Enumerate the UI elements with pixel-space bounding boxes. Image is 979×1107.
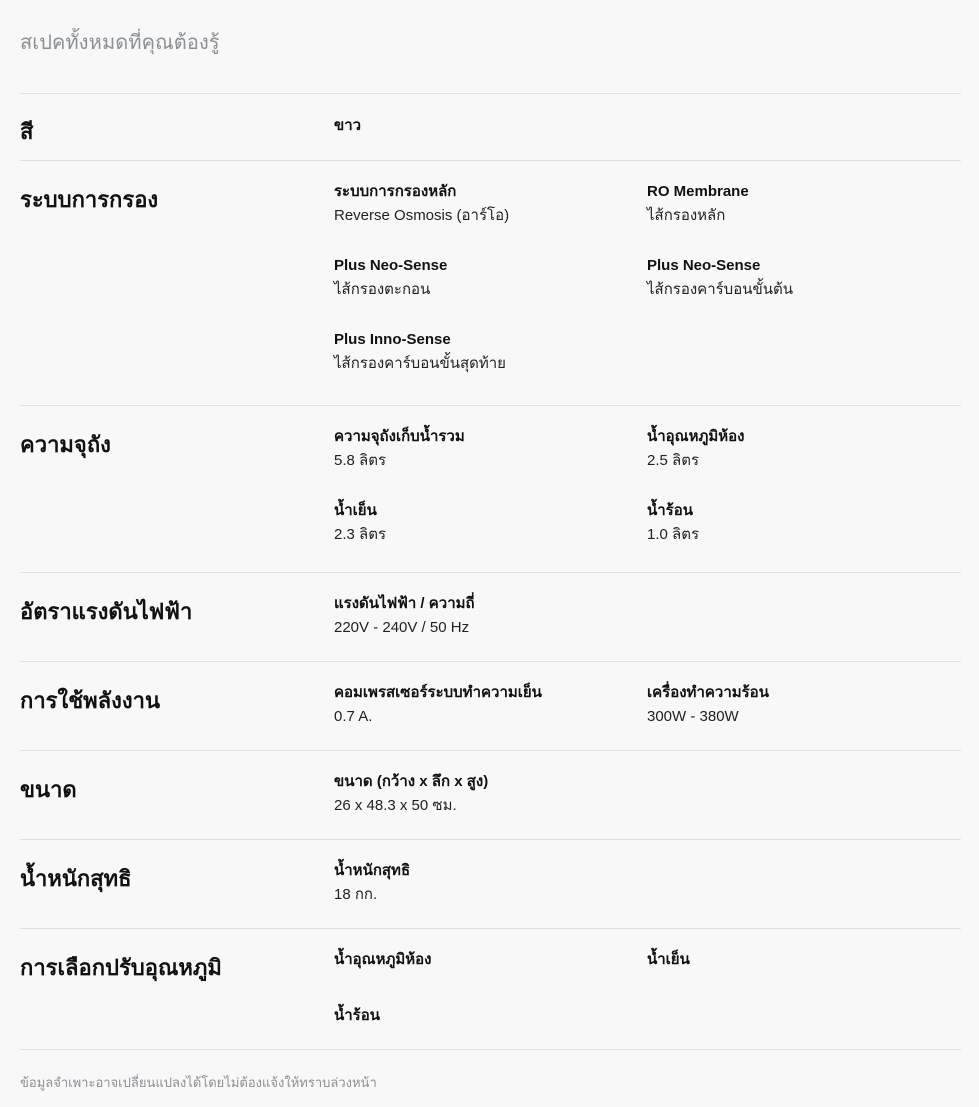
spec-item (334, 950, 647, 970)
spec-item-title: ความจุถังเก็บน้ำรวม (334, 428, 465, 445)
spec-row-net-weight (20, 840, 961, 929)
spec-item-title: น้ำร้อน (647, 502, 693, 519)
spec-item (334, 427, 647, 471)
spec-item-value: ไส้กรองตะกอน (334, 281, 431, 298)
spec-label: การใช้พลังงาน (20, 688, 161, 713)
spec-item-title: Plus Inno-Sense (334, 331, 451, 348)
spec-item-value: 18 กก. (334, 886, 378, 903)
spec-row-voltage (20, 573, 961, 662)
spec-item-title: Plus Neo-Sense (647, 257, 761, 274)
spec-item (647, 501, 961, 545)
spec-item (334, 501, 647, 545)
spec-row-dimensions (20, 751, 961, 840)
spec-item-title: น้ำหนักสุทธิ (334, 862, 411, 879)
spec-item-value: 2.3 ลิตร (334, 526, 387, 543)
spec-items (334, 594, 961, 638)
spec-table (20, 93, 961, 1050)
spec-label: การเลือกปรับอุณหภูมิ (20, 955, 222, 980)
spec-item-value: 26 x 48.3 x 50 ซม. (334, 797, 457, 814)
spec-label: อัตราแรงดันไฟฟ้า (20, 599, 193, 624)
spec-label: ขนาด (20, 777, 77, 802)
spec-row-temperature-options (20, 929, 961, 1050)
spec-item (647, 182, 961, 226)
spec-item (334, 182, 647, 226)
spec-item-title: น้ำอุณหภูมิห้อง (334, 951, 432, 968)
spec-item (334, 861, 647, 905)
footnote: ข้อมูลจำเพาะอาจเปลี่ยนแปลงได้โดยไม่ต้องแจ้งให้ทราบล่วงหน้า (20, 1075, 377, 1090)
spec-items (334, 683, 961, 727)
spec-item-title: น้ำอุณหภูมิห้อง (647, 428, 745, 445)
spec-item (647, 683, 961, 727)
spec-label: ความจุถัง (20, 432, 111, 457)
spec-item (334, 772, 647, 816)
spec-item (334, 330, 647, 374)
spec-items (334, 116, 961, 136)
spec-item (647, 950, 961, 970)
spec-item-title: เครื่องทำความร้อน (647, 684, 769, 701)
spec-item-title: แรงดันไฟฟ้า / ความถี่ (334, 595, 475, 612)
spec-item (334, 1006, 647, 1026)
spec-item (334, 256, 647, 300)
spec-item-value: 300W - 380W (647, 708, 739, 725)
spec-item-title: RO Membrane (647, 183, 749, 200)
spec-item (647, 256, 961, 300)
spec-row-power (20, 662, 961, 751)
page-title: สเปคทั้งหมดที่คุณต้องรู้ (20, 32, 220, 54)
spec-item-title: คอมเพรสเซอร์ระบบทำความเย็น (334, 684, 542, 701)
spec-items (334, 182, 961, 374)
spec-item-value: ไส้กรองหลัก (647, 207, 726, 224)
spec-row-color (20, 94, 961, 161)
spec-item (334, 683, 647, 727)
spec-item-title: ขาว (334, 117, 362, 134)
spec-item (334, 594, 647, 638)
spec-item-value: 5.8 ลิตร (334, 452, 387, 469)
spec-row-filtration (20, 161, 961, 406)
spec-item-value: Reverse Osmosis (อาร์โอ) (334, 207, 510, 224)
spec-item-value: ไส้กรองคาร์บอนขั้นสุดท้าย (334, 355, 506, 372)
spec-items (334, 427, 961, 545)
spec-items (334, 861, 961, 905)
spec-item-title: ระบบการกรองหลัก (334, 183, 457, 200)
spec-label: สี (20, 119, 34, 144)
spec-label: ระบบการกรอง (20, 187, 159, 212)
spec-item-title: น้ำเย็น (647, 951, 690, 968)
spec-item-title: ขนาด (กว้าง x ลึก x สูง) (334, 773, 489, 790)
spec-item-value: ไส้กรองคาร์บอนขั้นต้น (647, 281, 793, 298)
spec-item-title: น้ำร้อน (334, 1007, 380, 1024)
spec-item (647, 427, 961, 471)
spec-row-tank-capacity (20, 406, 961, 573)
spec-item-value: 220V - 240V / 50 Hz (334, 619, 470, 636)
spec-items (334, 772, 961, 816)
spec-item-value: 1.0 ลิตร (647, 526, 700, 543)
spec-items (334, 950, 961, 1026)
spec-label: น้ำหนักสุทธิ (20, 866, 132, 891)
spec-item-value: 2.5 ลิตร (647, 452, 700, 469)
spec-item-value: 0.7 A. (334, 708, 373, 725)
spec-item-title: Plus Neo-Sense (334, 257, 448, 274)
spec-item (334, 116, 647, 136)
spec-item-title: น้ำเย็น (334, 502, 377, 519)
